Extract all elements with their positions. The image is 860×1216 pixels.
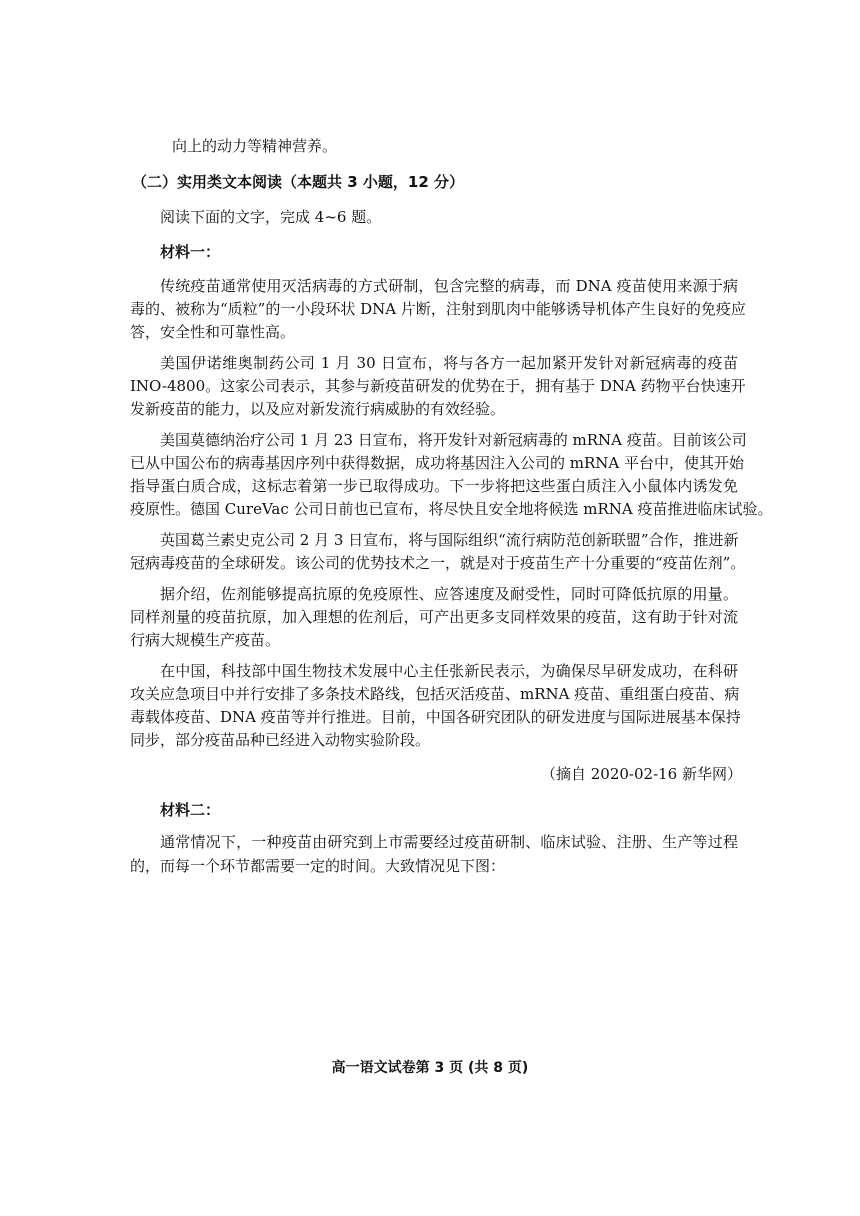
m1-p2-line-3: 发新疫苗的能力，以及应对新发流行病威胁的有效经验。 bbox=[130, 400, 506, 418]
m1-p6-line-3: 毒载体疫苗、DNA 疫苗等并行推进。目前，中国各研究团队的研发进度与国际进展基本保持 bbox=[130, 708, 741, 726]
m1-p1-line-1: 传统疫苗通常使用灭活病毒的方式研制，包含完整的病毒，而 DNA 疫苗使用来源于病 bbox=[160, 277, 738, 295]
m1-p5-line-2: 同样剂量的疫苗抗原，加入理想的佐剂后，可产出更多支同样效果的疫苗，这有助于针对流 bbox=[130, 608, 738, 626]
m1-p4-line-1: 英国葛兰素史克公司 2 月 3 日宣布，将与国际组织“流行病防范创新联盟”合作，推进新 bbox=[160, 531, 739, 549]
material2-heading: 材料二： bbox=[160, 801, 221, 819]
m1-p6-line-1: 在中国，科技部中国生物技术发展中心主任张新民表示，为确保尽早研发成功，在科研 bbox=[160, 662, 738, 680]
m1-p6-line-2: 攻关应急项目中并行安排了多条技术路线，包括灭活疫苗、mRNA 疫苗、重组蛋白疫苗、病 bbox=[130, 685, 740, 703]
m2-line-2: 的，而每一个环节都需要一定的时间。大致情况见下图： bbox=[130, 857, 506, 875]
m2-line-1: 通常情况下，一种疫苗由研究到上市需要经过疫苗研制、临床试验、注册、生产等过程 bbox=[160, 833, 738, 851]
m1-p5-line-3: 行病大规模生产疫苗。 bbox=[130, 631, 281, 649]
m1-p3-line-1: 美国莫德纳治疗公司 1 月 23 日宣布，将开发针对新冠病毒的 mRNA 疫苗。目前该公司 bbox=[160, 431, 747, 449]
m1-p6-line-4: 同步，部分疫苗品种已经进入动物实验阶段。 bbox=[130, 731, 431, 749]
m1-p3-line-3: 指导蛋白质合成，这标志着第一步已取得成功。下一步将把这些蛋白质注入小鼠体内诱发免 bbox=[130, 477, 738, 495]
m1-p2-line-1: 美国伊诺维奥制药公司 1 月 30 日宣布，将与各方一起加紧开发针对新冠病毒的疫苗 bbox=[160, 354, 738, 372]
section-heading: （二）实用类文本阅读（本题共 3 小题，12 分） bbox=[132, 173, 464, 191]
m1-p2-line-2: INO-4800。这家公司表示，其参与新疫苗研发的优势在于，拥有基于 DNA 药物平台快速开 bbox=[130, 377, 746, 395]
m1-p1-line-2: 毒的、被称为“质粒”的一小段环状 DNA 片断，注射到肌肉中能够诱导机体产生良好的免疫应 bbox=[130, 300, 746, 318]
page-footer: 高一语文试卷第 3 页 (共 8 页) bbox=[331, 1060, 529, 1076]
m1-p4-line-2: 冠病毒疫苗的全球研发。该公司的优势技术之一，就是对于疫苗生产十分重要的“疫苗佐剂”。 bbox=[130, 554, 746, 572]
instruction-text: 阅读下面的文字，完成 4~6 题。 bbox=[160, 208, 382, 226]
m1-p5-line-1: 据介绍，佐剂能够提高抗原的免疫原性、应答速度及耐受性，同时可降低抗原的用量。 bbox=[160, 585, 738, 603]
source-note: （摘自 2020-02-16 新华网） bbox=[540, 765, 742, 783]
material1-heading: 材料一： bbox=[160, 243, 221, 261]
m1-p3-line-2: 已从中国公布的病毒基因序列中获得数据，成功将基因注入公司的 mRNA 平台中，使其开始 bbox=[130, 454, 745, 472]
m1-p3-line-4: 疫原性。德国 CureVac 公司日前也已宣布，将尽快且安全地将候选 mRNA 疫苗推进临床试验。 bbox=[130, 500, 773, 518]
intro-tail-text: 向上的动力等精神营养。 bbox=[172, 137, 338, 155]
m1-p1-line-3: 答，安全性和可靠性高。 bbox=[130, 323, 296, 341]
